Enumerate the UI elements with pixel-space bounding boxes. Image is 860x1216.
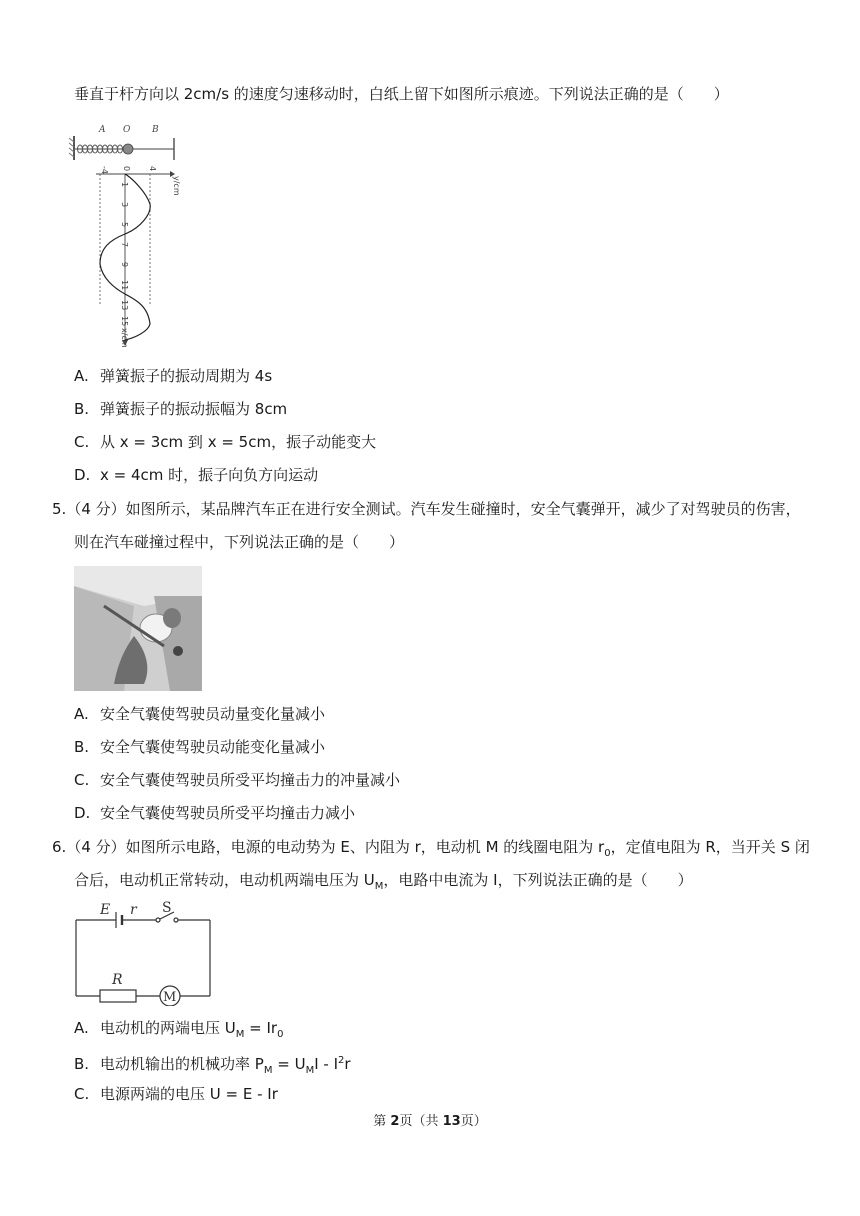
circuit-label-e: E: [100, 902, 111, 918]
label-b: B: [152, 125, 159, 135]
airbag-crash-photo: [74, 566, 202, 691]
x-axis-unit: x/cm: [120, 328, 129, 348]
q6-option-c: C. 电源两端的电压 U = E - Ir: [74, 1085, 278, 1103]
tick-x-15: 15: [120, 316, 129, 327]
label-o: O: [123, 125, 131, 135]
q4-stem-tail: 垂直于杆方向以 2cm/s 的速度匀速移动时，白纸上留下如图所示痕迹。下列说法正确的是（ ）: [74, 85, 729, 103]
q6-stem-line1: 6.（4 分）如图所示电路，电源的电动势为 E、内阻为 r，电动机 M 的线圈电阻为 $r_0$，定值电阻为 R，当开关 S 闭: [52, 838, 810, 859]
q5-option-a: A. 安全气囊使驾驶员动量变化量减小: [74, 705, 326, 723]
tick-neg4: -4: [100, 166, 109, 174]
tick-x-3: 3: [120, 202, 129, 208]
tick-0: 0: [122, 166, 131, 172]
q5-option-b: B. 安全气囊使驾驶员动能变化量减小: [74, 738, 326, 756]
q6-option-b: B. 电动机输出的机械功率 $P_M = U_MI - I^2r$: [74, 1055, 351, 1076]
q4-option-d: D. x = 4cm 时，振子向负方向运动: [74, 466, 319, 484]
tick-x-9: 9: [120, 262, 129, 268]
q6-stem-line2: 合后，电动机正常转动，电动机两端电压为 $U_M$，电路中电流为 I，下列说法正确的是（ ）: [74, 871, 693, 892]
tick-x-13: 13: [120, 300, 129, 311]
tick-x-7: 7: [120, 242, 129, 248]
q4-option-c: C. 从 x = 3cm 到 x = 5cm，振子动能变大: [74, 433, 377, 451]
q5-stem-line1: 5.（4 分）如图所示，某品牌汽车正在进行安全测试。汽车发生碰撞时，安全气囊弹开，减少了对驾驶员的伤害，: [52, 500, 801, 518]
circuit-diagram: [70, 900, 220, 1006]
circuit-label-motor: M: [163, 990, 177, 1005]
y-axis-unit: y/cm: [172, 176, 181, 196]
circuit-label-r: r: [130, 902, 137, 918]
q4-option-a: A. 弹簧振子的振动周期为 4s: [74, 367, 273, 385]
tick-x-1: 1: [120, 182, 129, 188]
circuit-label-resistor: R: [112, 972, 123, 988]
q5-stem-line2: 则在汽车碰撞过程中，下列说法正确的是（ ）: [74, 533, 405, 551]
circuit-label-s: S: [162, 900, 172, 916]
q5-option-d: D. 安全气囊使驾驶员所受平均撞击力减小: [74, 804, 356, 822]
spring-oscillator-figure: [66, 118, 186, 350]
q5-option-c: C. 安全气囊使驾驶员所受平均撞击力的冲量减小: [74, 771, 401, 789]
tick-4: 4: [148, 166, 157, 172]
tick-x-5: 5: [120, 222, 129, 228]
page-footer: 第 2页（共 13页）: [373, 1114, 487, 1129]
label-a: A: [99, 125, 106, 135]
q4-option-b: B. 弹簧振子的振动振幅为 8cm: [74, 400, 288, 418]
tick-x-11: 11: [120, 280, 129, 291]
q6-option-a: A. 电动机的两端电压 $U_M = Ir_0$: [74, 1019, 284, 1040]
